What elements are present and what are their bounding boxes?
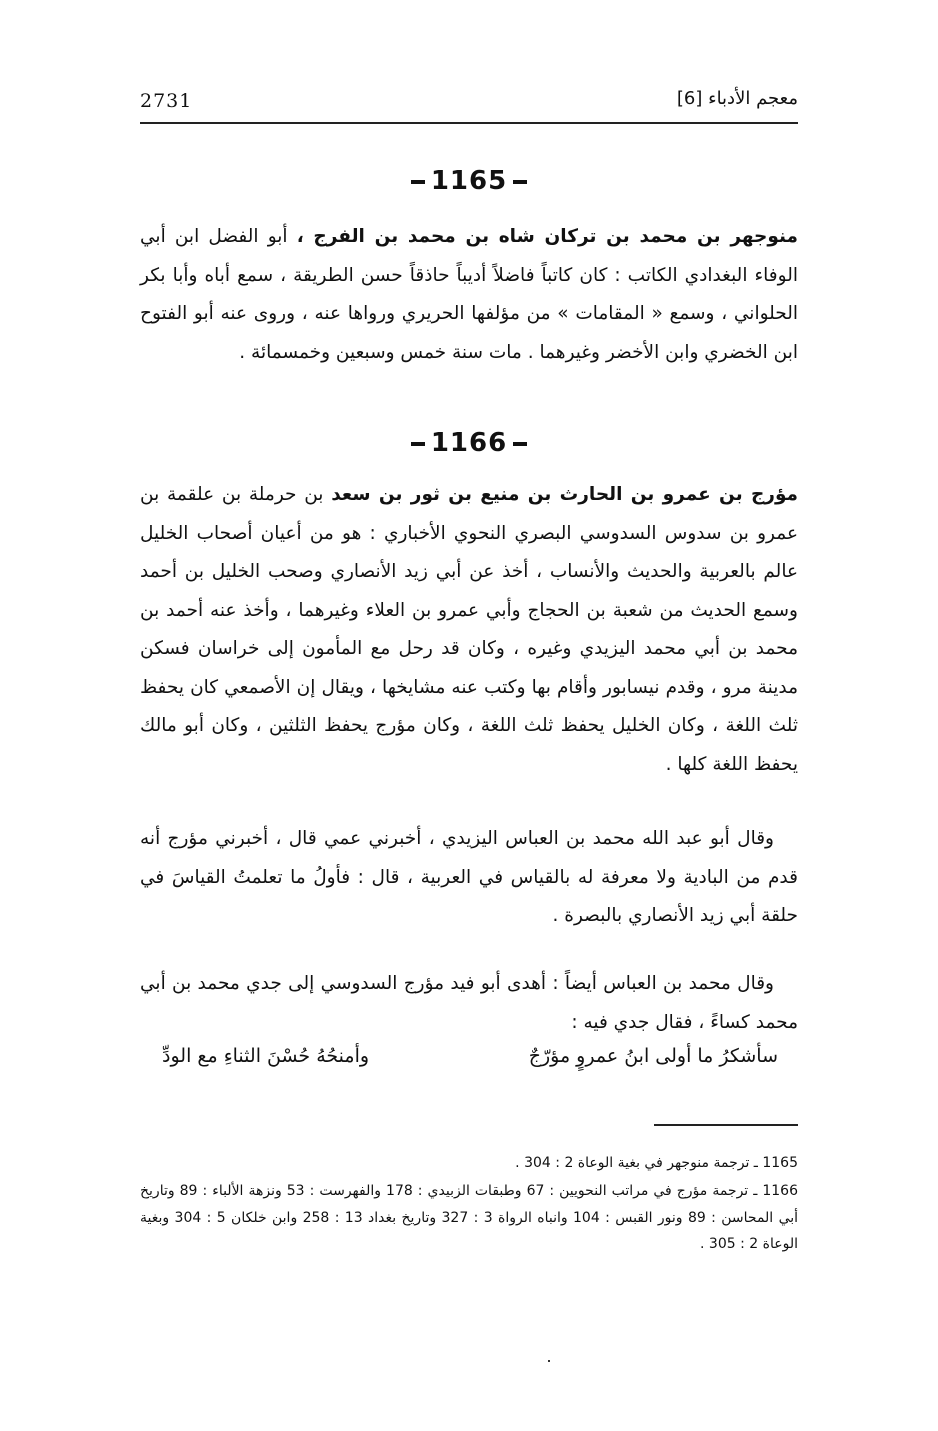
- scan-speck: [548, 1360, 550, 1362]
- entry-name: منوجهر بن محمد بن تركان شاه بن محمد بن الفرج ،: [296, 226, 798, 247]
- entry-body-1165: [140, 218, 798, 372]
- verse-hemistich-2: وأمنحُهُ حُسْنَ الثناءِ مع الودِّ: [162, 1045, 370, 1067]
- poetry-verse: [140, 1045, 798, 1085]
- paragraph-text: وقال أبو عبد الله محمد بن العباس اليزيدي ، أخبرني عمي قال ، أخبرني مؤرج أنه قدم من البادية ولا معرفة له بالقياس في العربية ، قال : فأولُ ما تعلمتُ القياسَ في حلقة أبي زيد الأنصاري بالبصرة .: [140, 828, 798, 926]
- verse-hemistich-1: سأشكرُ ما أولى ابنُ عمروٍ مؤرّجٌ: [528, 1045, 778, 1067]
- entry-paragraph-3: [140, 965, 798, 1042]
- footnote-divider: [654, 1124, 798, 1126]
- entry-number-text: 1165: [430, 166, 508, 196]
- entry-text: بن حرملة بن علقمة بن عمرو بن سدوس السدوسي البصري النحوي الأخباري : هو من أعيان أصحاب الخليل عالم بالعربية والحديث والأنساب ، أخذ عن أبي زيد الأنصاري وصحب الخليل بن أحمد وسمع الحديث من شعبة بن الحجاج وأبي عمرو بن العلاء وغيرهما ، وأخذ عنه أحمد بن محمد بن أبي محمد اليزيدي وغيره ، وكان قد رحل مع المأمون إلى خراسان فسكن مدينة مرو ، وقدم نيسابور وأقام بها وكتب عنه مشايخها ، ويقال إن الأصمعي كان يحفظ ثلث اللغة ، وكان الخليل يحفظ ثلث اللغة ، وكان مؤرج يحفظ الثلثين ، وكان أبو مالك يحفظ اللغة كلها .: [140, 484, 798, 775]
- page-number: 2731: [140, 90, 193, 112]
- entry-number-1165: [140, 166, 798, 196]
- paragraph-text: وقال محمد بن العباس أيضاً : أهدى أبو فيد مؤرج السدوسي إلى جدي محمد بن أبي محمد كساءً ، فقال جدي فيه :: [140, 973, 798, 1033]
- entry-paragraph-2: [140, 820, 798, 936]
- entry-body-1166: [140, 476, 798, 784]
- entry-number-text: 1166: [430, 428, 508, 458]
- entry-text: أبو الفضل ابن أبي الوفاء البغدادي الكاتب : كان كاتباً فاضلاً أديباً حاذقاً حسن الطريقة ، سمع أباه وأبا بكر الحلواني ، وسمع « المقامات » من مؤلفها الحريري ورواها عنه ، وروى عنه أبو الفتوح ابن الخضري وابن الأخضر وغيرهما . مات سنة خمس وسبعين وخمسمائة .: [140, 226, 798, 363]
- entry-number-1166: [140, 428, 798, 458]
- running-title: معجم الأدباء [6]: [676, 88, 798, 109]
- page-header: [140, 86, 798, 124]
- entry-name: مؤرج بن عمرو بن الحارث بن منيع بن ثور بن سعد: [331, 484, 798, 505]
- footnote-1166: 1166 ـ ترجمة مؤرج في مراتب النحويين : 67 وطبقات الزبيدي : 178 والفهرست : 53 ونزهة الألباء : 89 وتاريخ أبي المحاسن : 89 ونور القبس : 104 وانباه الرواة 3 : 327 وتاريخ بغداد 13 : 258 وابن خلكان 5 : 304 وبغية الوعاة 2 : 305 .: [140, 1183, 799, 1252]
- footnote-1165: 1165 ـ ترجمة منوجهر في بغية الوعاة 2 : 304 .: [515, 1155, 798, 1171]
